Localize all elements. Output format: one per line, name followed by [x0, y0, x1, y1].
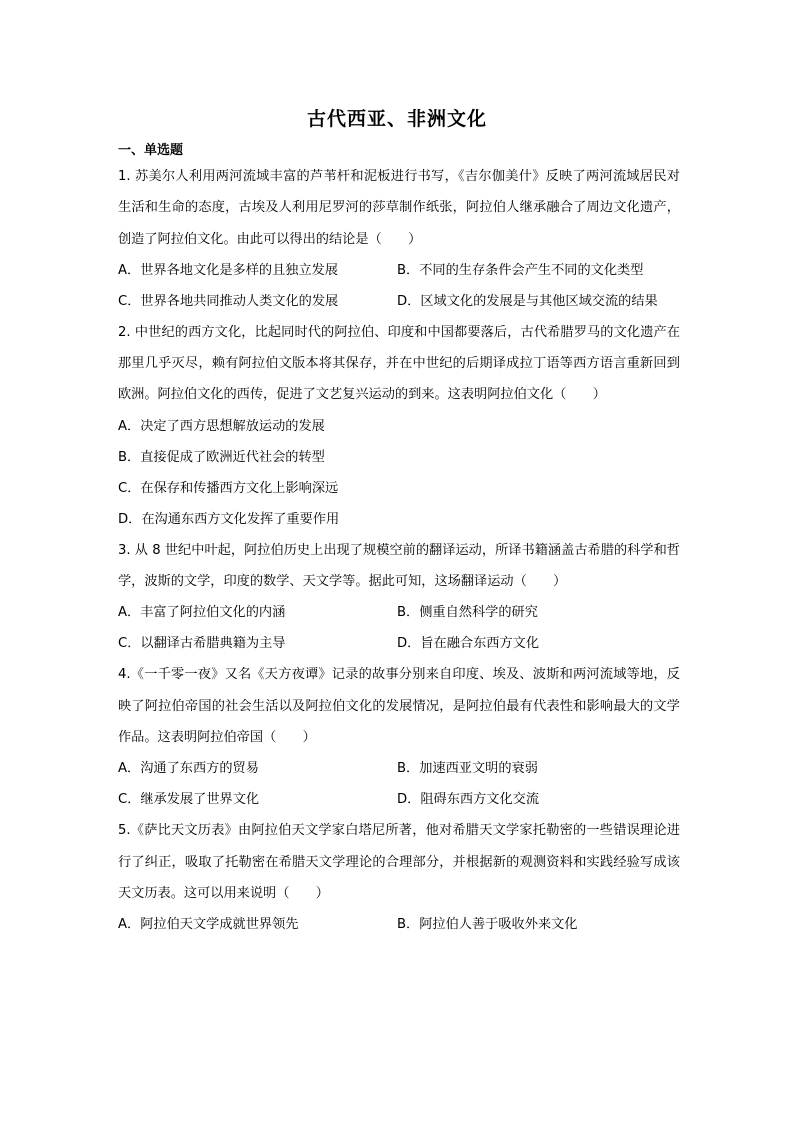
- option-b[interactable]: B．直接促成了欧洲近代社会的转型: [118, 449, 325, 465]
- question-2: [118, 317, 680, 535]
- section-heading: 一、单选题: [118, 143, 184, 158]
- question-1: [118, 161, 680, 317]
- question-5: [118, 815, 680, 940]
- option-d[interactable]: D．旨在融合东西方文化: [397, 636, 540, 652]
- option-d[interactable]: D．区域文化的发展是与其他区域交流的结果: [397, 293, 658, 309]
- options: [118, 753, 680, 815]
- option-c[interactable]: C．继承发展了世界文化: [118, 792, 260, 808]
- question-3: [118, 535, 680, 660]
- options: [118, 909, 680, 940]
- question-stem: 4.《一千零一夜》又名《天方夜谭》记录的故事分别来自印度、埃及、波斯和两河流域等地，反映了阿拉伯帝国的社会生活以及阿拉伯文化的发展情况，是阿拉伯最有代表性和影响最大的文学作品。这表明阿拉伯帝国（ ）: [118, 667, 680, 745]
- option-d[interactable]: D．阻碍东西方文化交流: [397, 792, 540, 808]
- option-a[interactable]: A．决定了西方思想解放运动的发展: [118, 418, 325, 434]
- option-a[interactable]: A．世界各地文化是多样的且独立发展: [118, 262, 339, 278]
- option-c[interactable]: C．世界各地共同推动人类文化的发展: [118, 293, 339, 309]
- question-stem: 3. 从 8 世纪中叶起，阿拉伯历史上出现了规模空前的翻译运动，所译书籍涵盖古希腊的科学和哲学，波斯的文学，印度的数学、天文学等。据此可知，这场翻译运动（ ）: [118, 542, 680, 590]
- question-4: [118, 659, 680, 815]
- options: [118, 597, 680, 659]
- option-b[interactable]: B．不同的生存条件会产生不同的文化类型: [397, 262, 644, 278]
- question-stem: 1. 苏美尔人利用两河流域丰富的芦苇杆和泥板进行书写，《吉尔伽美什》反映了两河流域居民对生活和生命的态度，古埃及人利用尼罗河的莎草制作纸张，阿拉伯人继承融合了周边文化遗产，创造了阿拉伯文化。由此可以得出的结论是（ ）: [118, 169, 680, 247]
- question-stem: 5.《萨比天文历表》由阿拉伯天文学家白塔尼所著，他对希腊天文学家托勒密的一些错误理论进行了纠正，吸取了托勒密在希腊天文学理论的合理部分，并根据新的观测资料和实践经验写成该天文历表。这可以用来说明（ ）: [118, 823, 680, 901]
- question-stem: 2. 中世纪的西方文化，比起同时代的阿拉伯、印度和中国都要落后，古代希腊罗马的文化遗产在那里几乎灭尽，赖有阿拉伯文版本将其保存，并在中世纪的后期译成拉丁语等西方语言重新回到欧洲。阿拉伯文化的西传，促进了文艺复兴运动的到来。这表明阿拉伯文化（ ）: [118, 324, 680, 403]
- page-title: 古代西亚、非洲文化: [306, 108, 487, 130]
- options: [118, 411, 680, 535]
- option-a[interactable]: A．沟通了东西方的贸易: [118, 761, 259, 777]
- option-c[interactable]: C．在保存和传播西方文化上影响深远: [118, 480, 339, 496]
- option-a[interactable]: A．阿拉伯天文学成就世界领先: [118, 917, 299, 933]
- options: [118, 255, 680, 317]
- option-a[interactable]: A．丰富了阿拉伯文化的内涵: [118, 605, 286, 621]
- option-c[interactable]: C．以翻译古希腊典籍为主导: [118, 636, 286, 652]
- option-b[interactable]: B．阿拉伯人善于吸收外来文化: [397, 917, 578, 933]
- option-b[interactable]: B．侧重自然科学的研究: [397, 605, 538, 621]
- question-list: [118, 161, 680, 940]
- option-d[interactable]: D．在沟通东西方文化发挥了重要作用: [118, 511, 340, 527]
- option-b[interactable]: B．加速西亚文明的衰弱: [397, 761, 538, 777]
